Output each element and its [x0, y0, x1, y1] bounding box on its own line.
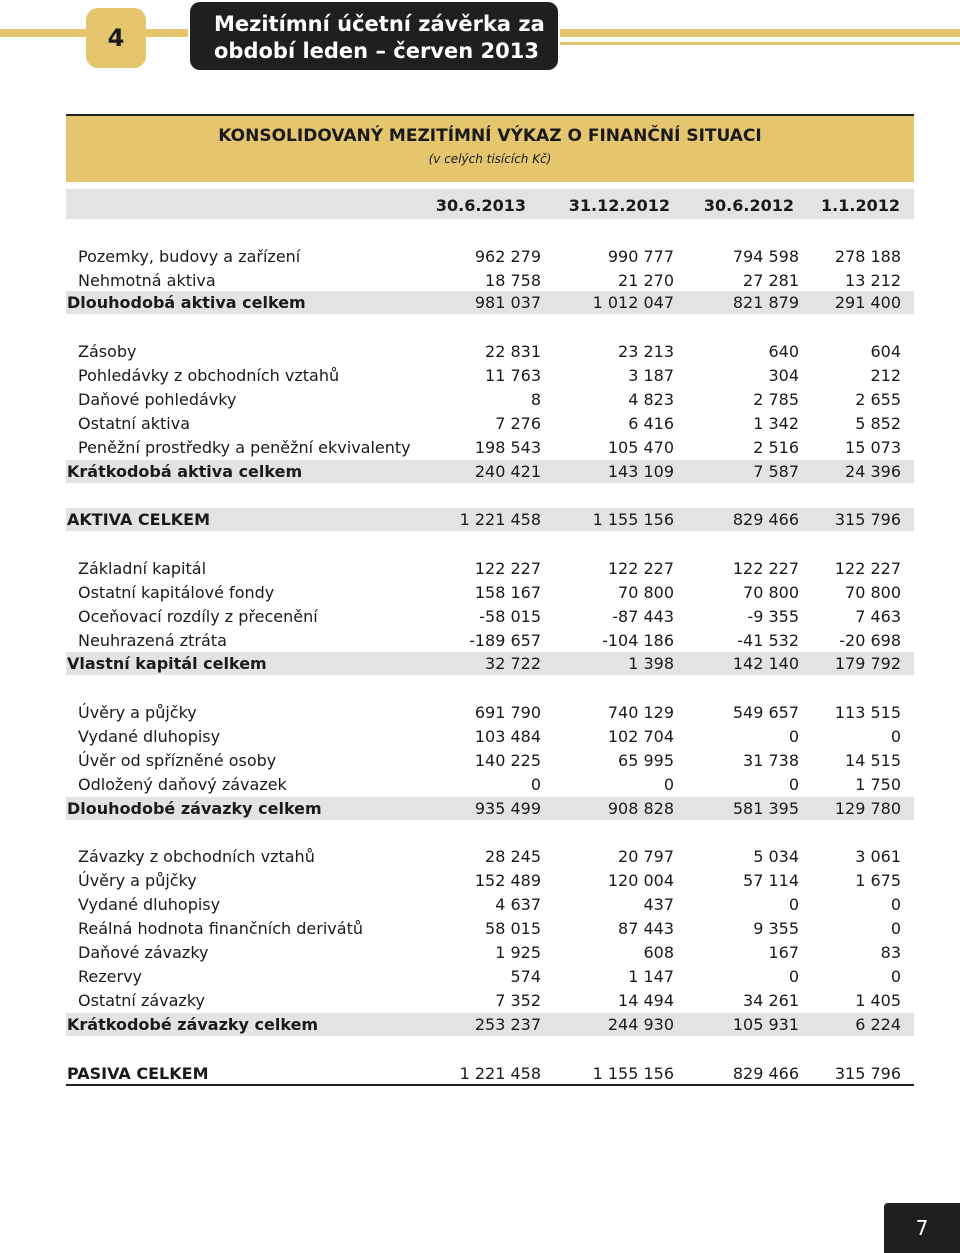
row-value: 2 655	[855, 390, 901, 409]
row-value: 990 777	[607, 247, 674, 266]
row-value: 962 279	[474, 247, 541, 266]
row-value: 1 155 156	[592, 510, 674, 529]
row-value: 70 800	[743, 583, 799, 602]
table-row	[66, 412, 914, 435]
row-label: Pozemky, budovy a zařízení	[78, 247, 301, 266]
row-value: -58 015	[479, 607, 541, 626]
row-value: 105 931	[732, 1015, 799, 1034]
row-value: 794 598	[732, 247, 799, 266]
column-header-row	[66, 189, 914, 219]
row-value: 829 466	[732, 1064, 799, 1083]
row-value: 240 421	[474, 462, 541, 481]
row-label: Zásoby	[78, 342, 137, 361]
row-value: 0	[890, 919, 901, 938]
row-label: Odložený daňový závazek	[78, 775, 287, 794]
row-value: 278 188	[834, 247, 901, 266]
row-label: Dlouhodobá aktiva celkem	[67, 293, 306, 312]
row-label: Krátkodobé závazky celkem	[67, 1015, 319, 1034]
row-label: Základní kapitál	[78, 559, 207, 578]
table-row	[66, 701, 914, 724]
row-value: 7 463	[855, 607, 901, 626]
row-value: 3 187	[628, 366, 674, 385]
row-value: 7 352	[495, 991, 541, 1010]
row-label: Úvěr od spřízněné osoby	[78, 751, 277, 770]
statement-header	[66, 114, 914, 182]
row-value: 549 657	[732, 703, 799, 722]
row-value: 13 212	[845, 271, 901, 290]
row-value: -41 532	[737, 631, 799, 650]
row-value: 291 400	[834, 293, 901, 312]
row-value: 14 494	[618, 991, 674, 1010]
row-value: 604	[870, 342, 901, 361]
chapter-title	[190, 2, 558, 70]
row-value: -189 657	[469, 631, 541, 650]
row-value: 142 140	[732, 654, 799, 673]
row-value: 6 416	[628, 414, 674, 433]
row-value: 1 221 458	[459, 1064, 541, 1083]
row-value: 83	[880, 943, 901, 962]
row-label: Rezervy	[78, 967, 142, 986]
row-value: 122 227	[607, 559, 674, 578]
row-value: 7 276	[495, 414, 541, 433]
row-label: Reálná hodnota finančních derivátů	[78, 919, 363, 938]
assets-total-row	[66, 508, 914, 531]
row-value: 21 270	[618, 271, 674, 290]
table-row	[66, 749, 914, 772]
row-value: 140 225	[474, 751, 541, 770]
row-value: 122 227	[732, 559, 799, 578]
row-value: 23 213	[618, 342, 674, 361]
table-row	[66, 917, 914, 940]
column-header-1-1-2012: 1.1.2012	[821, 196, 900, 215]
row-value: 28 245	[485, 847, 541, 866]
column-header-31-12-2012: 31.12.2012	[568, 196, 670, 215]
statement-title: KONSOLIDOVANÝ MEZITÍMNÍ VÝKAZ O FINANČNÍ SITUACI	[218, 126, 762, 146]
row-value: 4 637	[495, 895, 541, 914]
row-label: Nehmotná aktiva	[78, 271, 216, 290]
row-value: 315 796	[834, 510, 901, 529]
row-value: 1 342	[753, 414, 799, 433]
row-value: 5 034	[753, 847, 799, 866]
row-value: 113 515	[834, 703, 901, 722]
row-value: 87 443	[618, 919, 674, 938]
row-value: 103 484	[474, 727, 541, 746]
row-value: 2 516	[753, 438, 799, 457]
row-value: 32 722	[485, 654, 541, 673]
column-header-30-6-2013: 30.6.2013	[435, 196, 526, 215]
chapter-title-line-2: období leden – červen 2013	[214, 39, 539, 63]
row-value: 31 738	[743, 751, 799, 770]
table-row	[66, 773, 914, 796]
row-value: 1 405	[855, 991, 901, 1010]
row-label: Daňové pohledávky	[78, 390, 237, 409]
table-row	[66, 245, 914, 268]
row-value: 0	[788, 727, 799, 746]
table-row	[66, 629, 914, 652]
row-value: 20 797	[618, 847, 674, 866]
row-value: 1 147	[628, 967, 674, 986]
subtotal-row	[66, 1013, 914, 1036]
chapter-title-line-1: Mezitímní účetní závěrka za	[214, 12, 545, 36]
row-value: 70 800	[618, 583, 674, 602]
row-value: 0	[890, 895, 901, 914]
row-value: 581 395	[732, 799, 799, 818]
row-value: 9 355	[753, 919, 799, 938]
table-row	[66, 725, 914, 748]
row-value: 981 037	[474, 293, 541, 312]
row-value: 7 587	[753, 462, 799, 481]
row-value: 1 675	[855, 871, 901, 890]
table-row	[66, 340, 914, 363]
row-value: -9 355	[747, 607, 799, 626]
row-value: 14 515	[845, 751, 901, 770]
row-value: 129 780	[834, 799, 901, 818]
row-value: 935 499	[474, 799, 541, 818]
table-row	[66, 581, 914, 604]
row-value: 179 792	[834, 654, 901, 673]
row-value: 0	[788, 895, 799, 914]
table-row	[66, 605, 914, 628]
row-value: 821 879	[732, 293, 799, 312]
statement-subtitle: (v celých tisících Kč)	[428, 152, 552, 166]
table-row	[66, 364, 914, 387]
row-value: 0	[788, 775, 799, 794]
row-value: 1 925	[495, 943, 541, 962]
row-value: 3 061	[855, 847, 901, 866]
section-number-badge: 4	[86, 8, 146, 68]
row-label: Peněžní prostředky a peněžní ekvivalenty	[78, 438, 411, 457]
row-label: Závazky z obchodních vztahů	[78, 847, 315, 866]
row-value: 2 785	[753, 390, 799, 409]
row-value: 143 109	[607, 462, 674, 481]
row-label: Oceňovací rozdíly z přecenění	[78, 607, 318, 626]
table-row	[66, 941, 914, 964]
row-value: 120 004	[607, 871, 674, 890]
row-label: Neuhrazená ztráta	[78, 631, 227, 650]
row-value: 70 800	[845, 583, 901, 602]
row-value: -104 186	[602, 631, 674, 650]
row-label: Ostatní závazky	[78, 991, 205, 1010]
row-value: 1 012 047	[592, 293, 674, 312]
row-value: 304	[768, 366, 799, 385]
column-header-30-6-2012: 30.6.2012	[703, 196, 794, 215]
row-value: 1 221 458	[459, 510, 541, 529]
row-value: 6 224	[855, 1015, 901, 1034]
row-label: Pohledávky z obchodních vztahů	[78, 366, 340, 385]
page-number: 7	[884, 1203, 960, 1253]
row-value: 691 790	[474, 703, 541, 722]
row-value: 105 470	[607, 438, 674, 457]
row-value: 0	[890, 727, 901, 746]
row-value: 65 995	[618, 751, 674, 770]
row-value: 437	[643, 895, 674, 914]
row-label: Krátkodobá aktiva celkem	[67, 462, 303, 481]
row-label: Vydané dluhopisy	[78, 895, 221, 914]
row-value: 102 704	[607, 727, 674, 746]
table-row	[66, 557, 914, 580]
row-value: -87 443	[612, 607, 674, 626]
subtotal-row	[66, 460, 914, 483]
table-row	[66, 388, 914, 411]
row-value: 908 828	[607, 799, 674, 818]
row-value: 8	[530, 390, 541, 409]
row-value: 253 237	[474, 1015, 541, 1034]
table-row	[66, 965, 914, 988]
row-value: 24 396	[845, 462, 901, 481]
row-value: 18 758	[485, 271, 541, 290]
row-label: Ostatní aktiva	[78, 414, 191, 433]
row-value: 198 543	[474, 438, 541, 457]
subtotal-row	[66, 652, 914, 675]
row-value: 212	[870, 366, 901, 385]
row-value: 158 167	[474, 583, 541, 602]
row-value: 57 114	[743, 871, 799, 890]
table-row	[66, 893, 914, 916]
row-value: 0	[663, 775, 674, 794]
row-value: 22 831	[485, 342, 541, 361]
row-value: 167	[768, 943, 799, 962]
table-row	[66, 436, 914, 459]
row-value: 27 281	[743, 271, 799, 290]
row-value: 1 750	[855, 775, 901, 794]
row-value: 740 129	[607, 703, 674, 722]
row-value: 244 930	[607, 1015, 674, 1034]
table-row	[66, 869, 914, 892]
header-stripe-right-thin	[560, 42, 960, 45]
row-label: Úvěry a půjčky	[78, 871, 197, 890]
row-value: 58 015	[485, 919, 541, 938]
row-value: 122 227	[474, 559, 541, 578]
header-stripe-right	[560, 29, 960, 37]
table-row	[66, 845, 914, 868]
row-label: Úvěry a půjčky	[78, 703, 197, 722]
row-value: 0	[530, 775, 541, 794]
row-label: PASIVA CELKEM	[67, 1064, 209, 1083]
subtotal-row	[66, 291, 914, 314]
subtotal-row	[66, 797, 914, 820]
row-label: AKTIVA CELKEM	[67, 510, 211, 529]
row-value: 34 261	[743, 991, 799, 1010]
table-row	[66, 269, 914, 292]
row-label: Dlouhodobé závazky celkem	[67, 799, 322, 818]
row-value: 640	[768, 342, 799, 361]
row-value: 1 155 156	[592, 1064, 674, 1083]
row-value: 0	[788, 967, 799, 986]
row-value: 0	[890, 967, 901, 986]
row-label: Vydané dluhopisy	[78, 727, 221, 746]
row-value: 315 796	[834, 1064, 901, 1083]
row-value: 1 398	[628, 654, 674, 673]
row-value: 829 466	[732, 510, 799, 529]
row-value: -20 698	[839, 631, 901, 650]
row-label: Daňové závazky	[78, 943, 209, 962]
row-label: Ostatní kapitálové fondy	[78, 583, 275, 602]
row-value: 122 227	[834, 559, 901, 578]
row-value: 5 852	[855, 414, 901, 433]
row-label: Vlastní kapitál celkem	[67, 654, 267, 673]
row-value: 608	[643, 943, 674, 962]
row-value: 152 489	[474, 871, 541, 890]
row-value: 4 823	[628, 390, 674, 409]
row-value: 11 763	[485, 366, 541, 385]
row-value: 15 073	[845, 438, 901, 457]
liabilities-total-row	[66, 1062, 914, 1086]
row-value: 574	[510, 967, 541, 986]
table-row	[66, 989, 914, 1012]
